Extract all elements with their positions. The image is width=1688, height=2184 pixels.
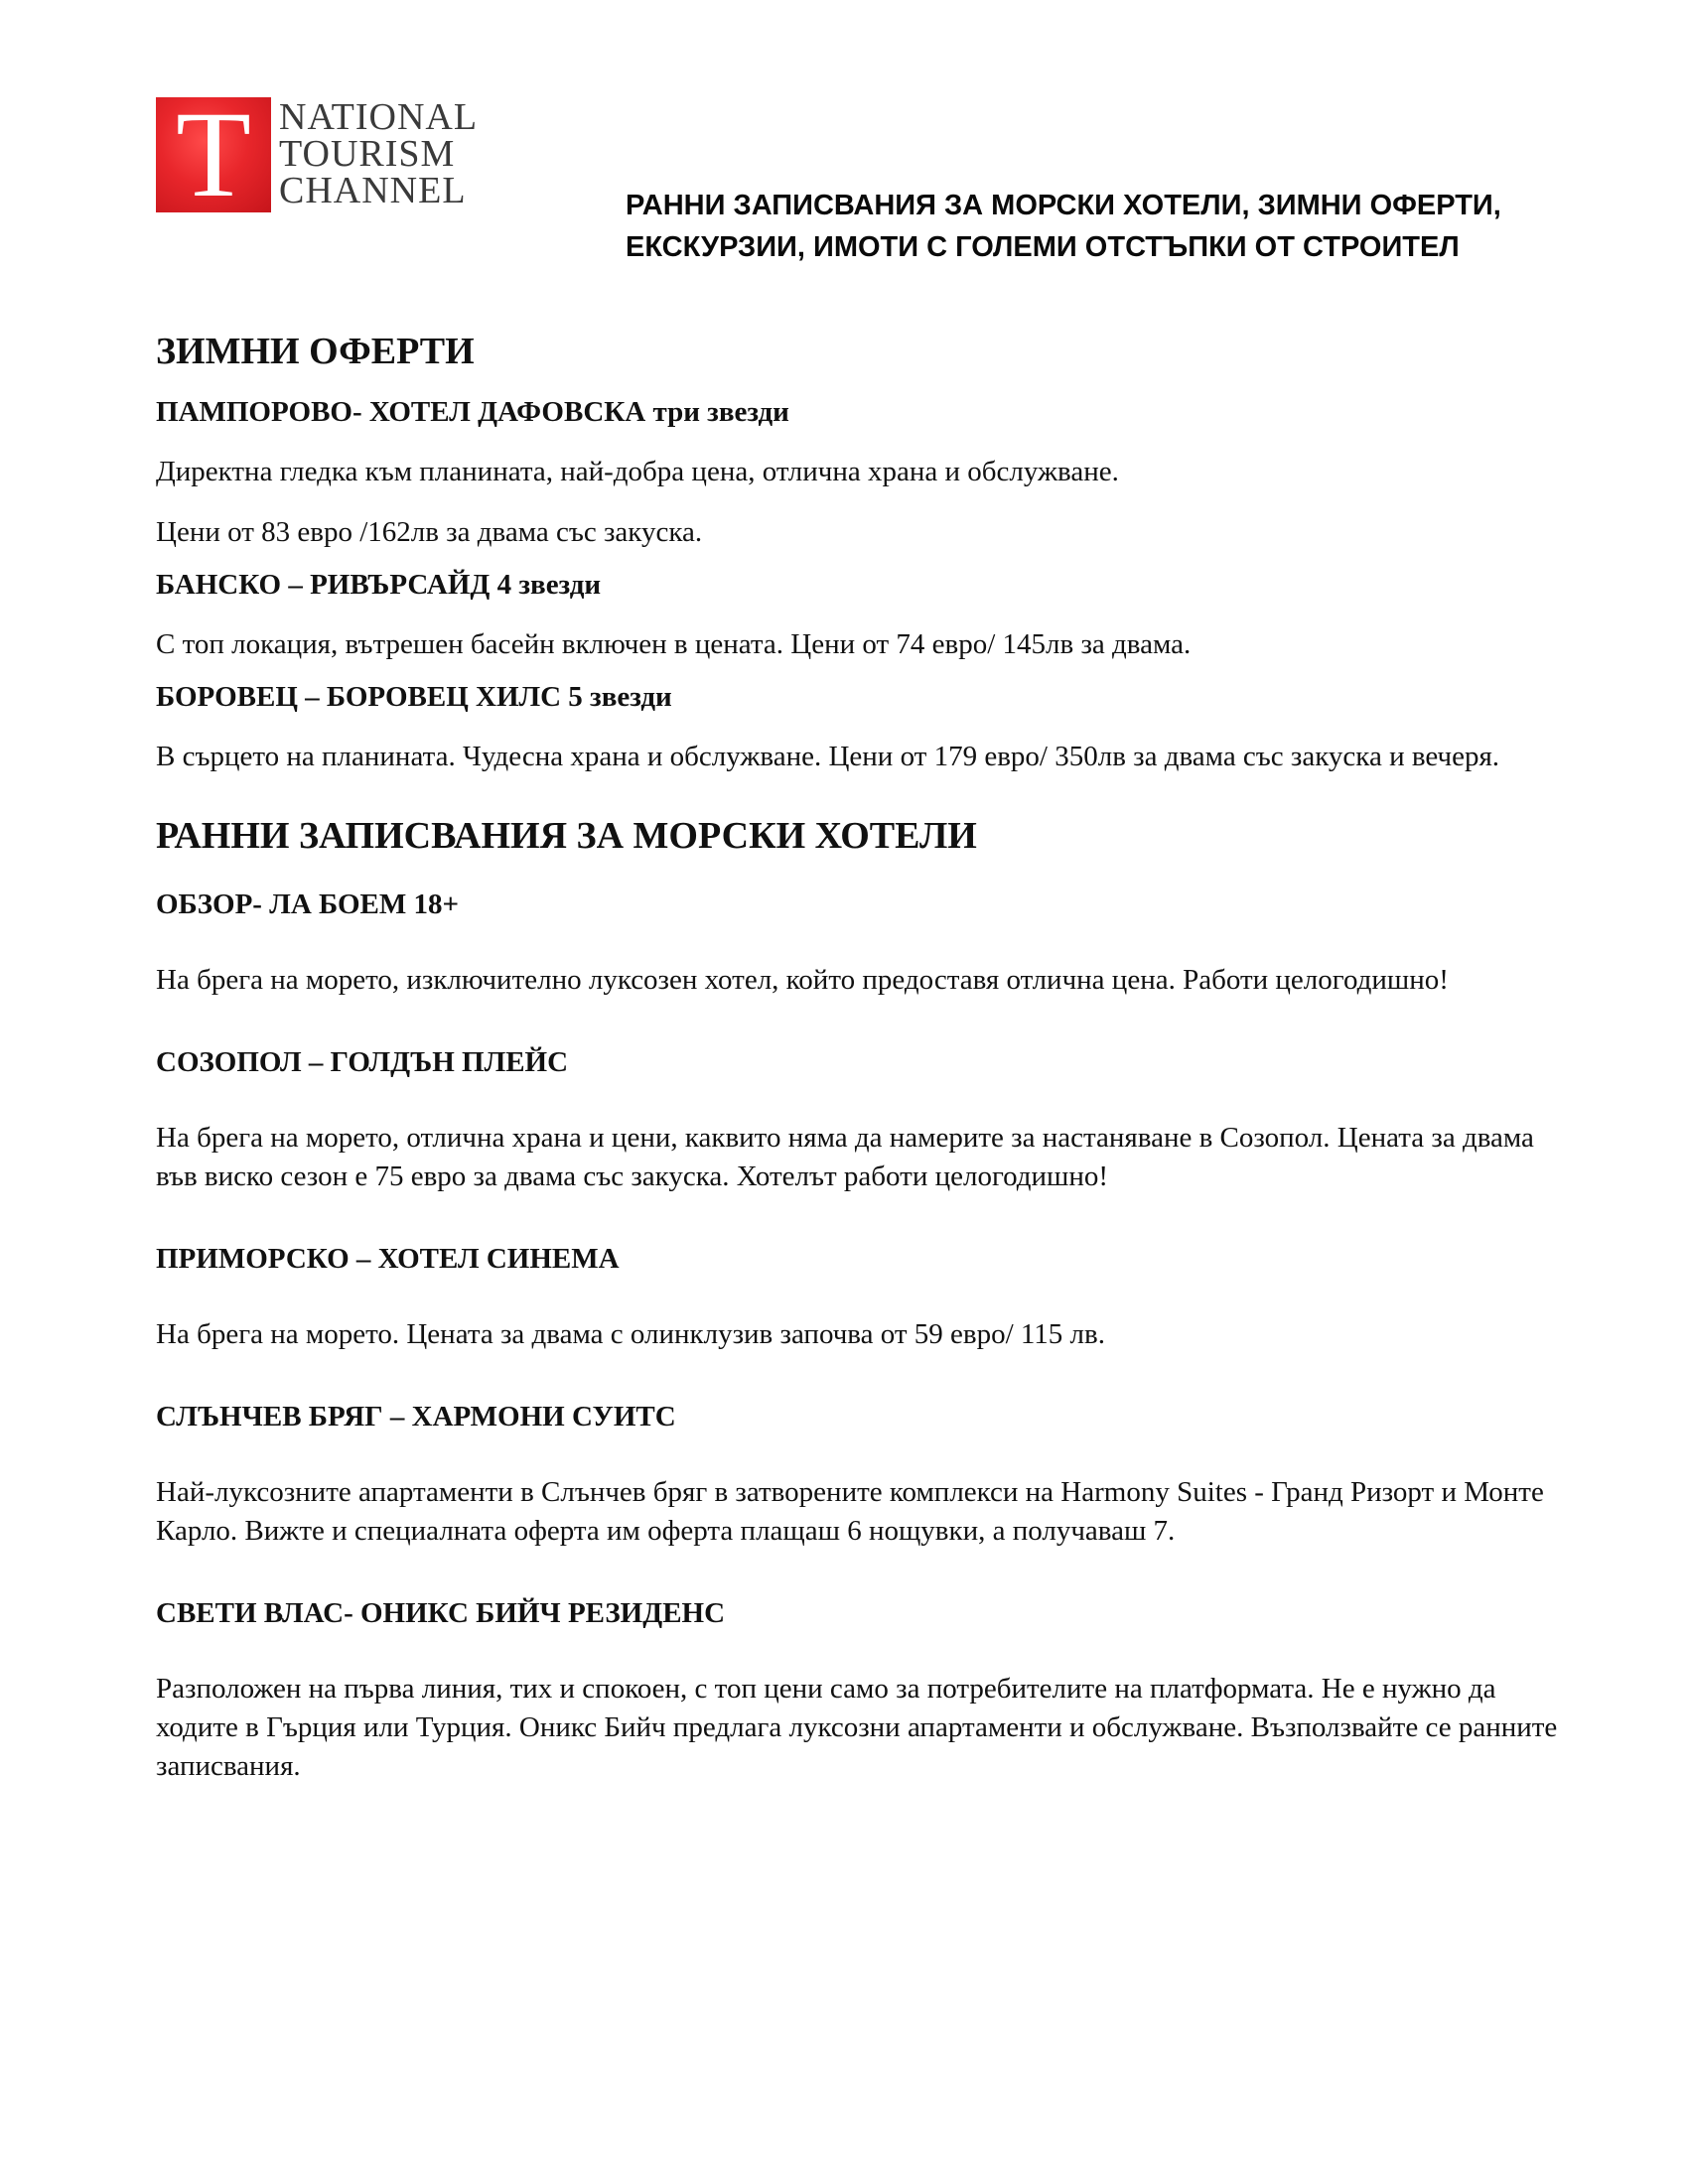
winter-offers-title: ЗИМНИ ОФЕРТИ xyxy=(156,331,475,372)
sveti-vlas-heading: СВЕТИ ВЛАС- ОНИКС БИЙЧ РЕЗИДЕНС xyxy=(156,1597,726,1629)
sunny-beach-description: Най-луксозните апартаменти в Слънчев бряг в затворените комплекси на Harmony Suites - Гранд Ризорт и Монте Карло. Вижте и специалната оферта им оферта плащаш 6 нощувки, а получаваш 7. xyxy=(156,1476,1544,1547)
obzor-description: На брега на морето, изключително луксозен хотел, който предоставя отлична цена. Работи целогодишно! xyxy=(156,964,1449,996)
sozopol-description: На брега на морето, отлична храна и цени, каквито няма да намерите за настаняване в Созопол. Цената за двама във виско сезон е 75 евро за двама със закуска. Хотелът работи целогодишно! xyxy=(156,1122,1534,1192)
sea-hotels-title: РАННИ ЗАПИСВАНИЯ ЗА МОРСКИ ХОТЕЛИ xyxy=(156,815,977,857)
bansko-heading: БАНСКО – РИВЪРСАЙД 4 звезди xyxy=(156,569,602,601)
sozopol-heading: СОЗОПОЛ – ГОЛДЪН ПЛЕЙС xyxy=(156,1046,569,1078)
national-tourism-channel-logo xyxy=(156,86,493,222)
pamporovo-description: Директна гледка към планината, най-добра цена, отлична храна и обслужване. xyxy=(156,456,1119,487)
logo-word-national: NATIONAL xyxy=(279,96,479,138)
logo-wordmark xyxy=(279,96,497,211)
header-banner xyxy=(626,185,1519,268)
bansko-description: С топ локация, вътрешен басейн включен в цената. Цени от 74 евро/ 145лв за двама. xyxy=(156,628,1192,660)
borovets-description: В сърцето на планината. Чудесна храна и обслужване. Цени от 179 евро/ 350лв за двама със закуска и вечеря. xyxy=(156,741,1500,772)
borovets-heading: БОРОВЕЦ – БОРОВЕЦ ХИЛС 5 звезди xyxy=(156,681,672,713)
sveti-vlas-description: Разположен на първа линия, тих и спокоен, с топ цени само за потребителите на платформата. Не е нужно да ходите в Гърция или Турция. Оникс Бийч предлага луксозни апартаменти и обслужване. Възползвайте се ранните записвания. xyxy=(156,1673,1558,1782)
primorsko-heading: ПРИМОРСКО – ХОТЕЛ СИНЕМА xyxy=(156,1243,620,1275)
document-body xyxy=(156,328,1566,1808)
obzor-heading: ОБЗОР- ЛА БОЕМ 18+ xyxy=(156,888,460,920)
pamporovo-heading: ПАМПОРОВО- ХОТЕЛ ДАФОВСКА три звезди xyxy=(156,396,789,428)
logo-word-tourism: TOURISM xyxy=(279,133,456,175)
logo-word-channel: CHANNEL xyxy=(279,170,467,211)
primorsko-description: На брега на морето. Цената за двама с олинклузив започва от 59 евро/ 115 лв. xyxy=(156,1318,1105,1350)
pamporovo-price: Цени от 83 евро /162лв за двама със закуска. xyxy=(156,516,703,548)
logo-letter: T xyxy=(176,86,251,222)
header-banner-line-1: РАННИ ЗАПИСВАНИЯ ЗА МОРСКИ ХОТЕЛИ, ЗИМНИ ОФЕРТИ, xyxy=(626,190,1501,221)
sunny-beach-heading: СЛЪНЧЕВ БРЯГ – ХАРМОНИ СУИТС xyxy=(156,1401,676,1433)
header-banner-line-2: ЕКСКУРЗИИ, ИМОТИ С ГОЛЕМИ ОТСТЪПКИ ОТ СТРОИТЕЛ xyxy=(626,231,1460,263)
